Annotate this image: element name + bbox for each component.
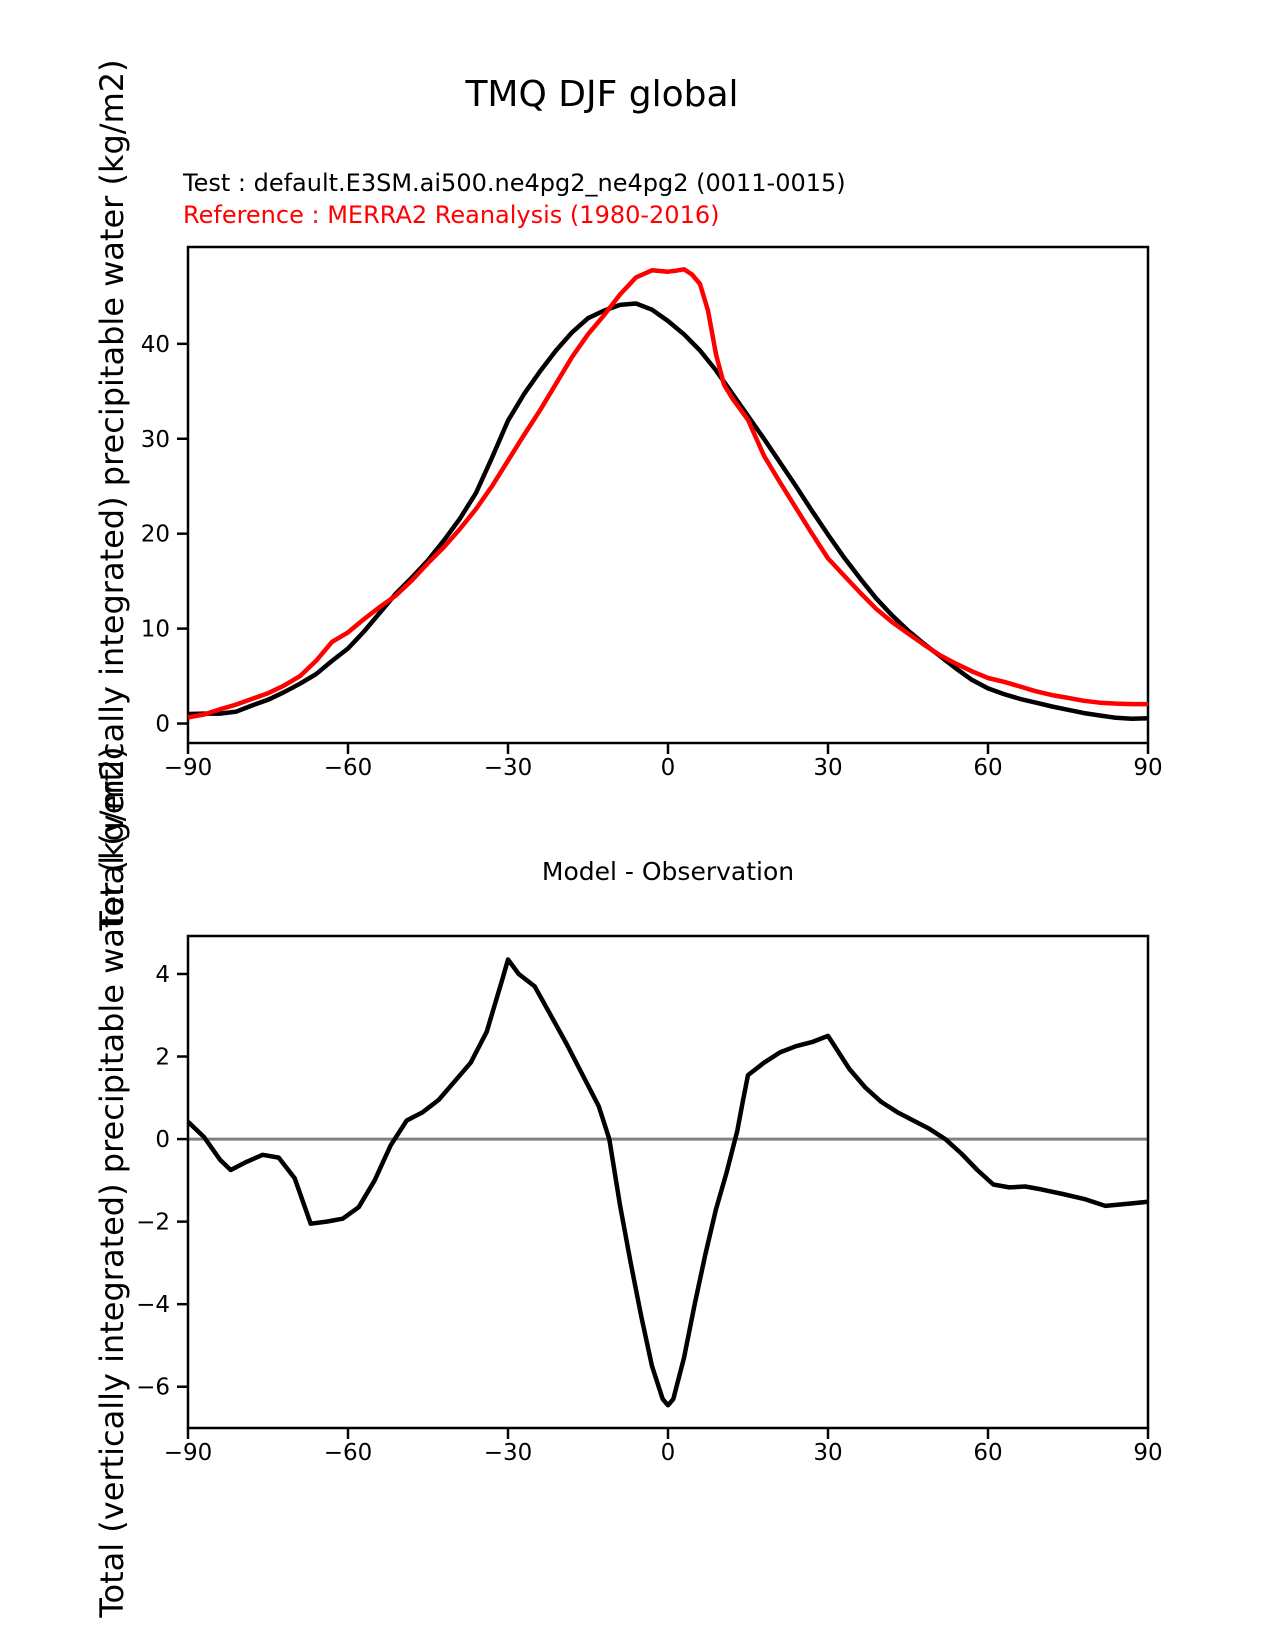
difference-panel-title: Model - Observation xyxy=(541,857,795,886)
x-tick-label: −90 xyxy=(163,755,213,781)
page-title: TMQ DJF global xyxy=(465,74,739,115)
series-line xyxy=(188,960,1148,1406)
axes-frame xyxy=(188,936,1148,1428)
x-tick-label: 30 xyxy=(813,1440,843,1466)
x-tick-label: 90 xyxy=(1133,1440,1163,1466)
x-tick-label: −30 xyxy=(483,755,533,781)
x-tick-label: 60 xyxy=(973,755,1003,781)
y-tick-label: 40 xyxy=(140,331,170,358)
y-tick-label: −4 xyxy=(136,1292,170,1319)
y-tick-label: −2 xyxy=(136,1209,170,1236)
test-run-label: Test : default.E3SM.ai500.ne4pg2_ne4pg2 (0011-0015) xyxy=(183,169,846,197)
x-tick-label: 0 xyxy=(660,755,676,781)
y-tick-label: −6 xyxy=(136,1374,170,1401)
y-tick-label: 0 xyxy=(155,711,170,738)
x-tick-label: −60 xyxy=(323,755,373,781)
y-tick-label: 30 xyxy=(140,426,170,453)
series-line xyxy=(188,304,1148,719)
x-tick-label: 60 xyxy=(973,1440,1003,1466)
x-tick-label: 0 xyxy=(660,1440,676,1466)
bottom-panel-ylabel: Total (vertically integrated) precipitable water (kg/m2) xyxy=(93,746,131,1618)
x-tick-label: −90 xyxy=(163,1440,213,1466)
series-line xyxy=(188,269,1148,717)
x-tick-label: 90 xyxy=(1133,755,1163,781)
y-tick-label: 2 xyxy=(155,1044,170,1071)
x-tick-label: 30 xyxy=(813,755,843,781)
reference-run-label: Reference : MERRA2 Reanalysis (1980-2016) xyxy=(183,201,720,229)
y-tick-label: 0 xyxy=(155,1127,170,1154)
y-tick-label: 10 xyxy=(140,616,170,643)
x-tick-label: −30 xyxy=(483,1440,533,1466)
x-tick-label: −60 xyxy=(323,1440,373,1466)
top-panel-ylabel: Total (vertically integrated) precipitable water (kg/m2) xyxy=(93,59,131,931)
y-tick-label: 4 xyxy=(155,961,170,988)
y-tick-label: 20 xyxy=(140,521,170,548)
